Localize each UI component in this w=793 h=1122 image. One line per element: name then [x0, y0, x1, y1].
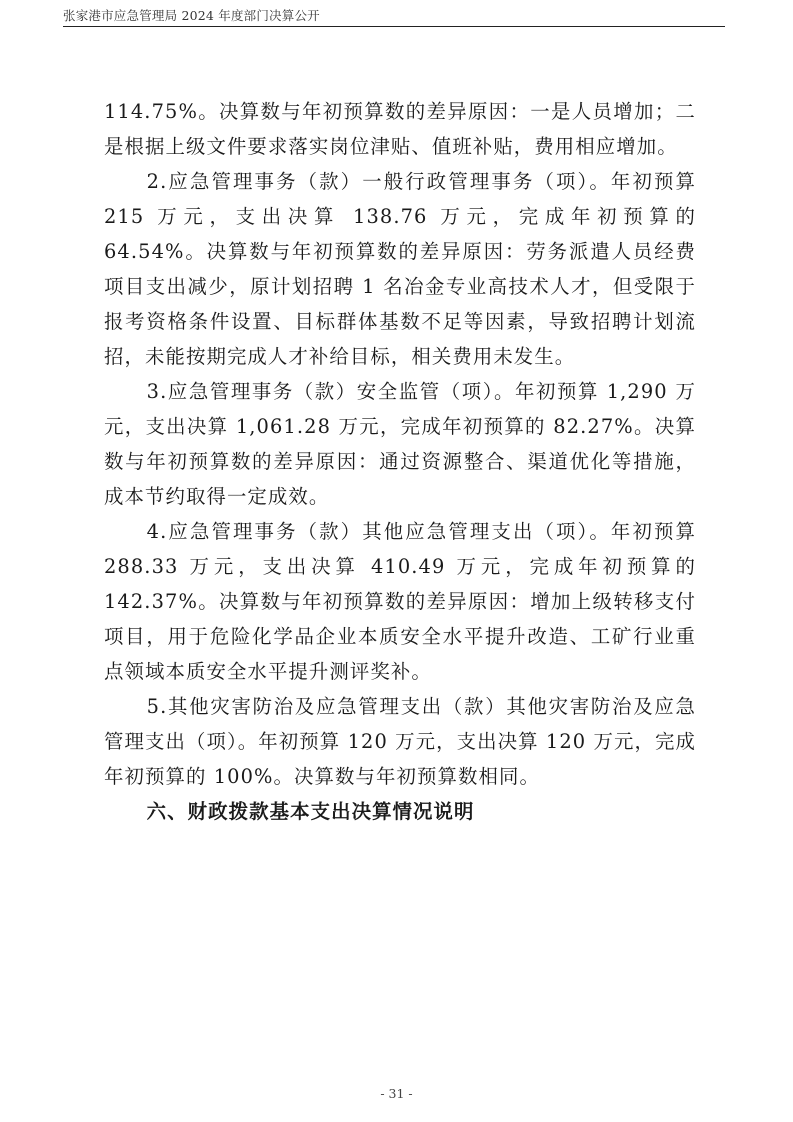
paragraph-item-5: 5.其他灾害防治及应急管理支出（款）其他灾害防治及应急管理支出（项）。年初预算 120 万元，支出决算 120 万元，完成年初预算的 100%。决算数与年初预算数相同。 [104, 695, 696, 788]
section-heading: 六、财政拨款基本支出决算情况说明 [146, 800, 475, 823]
page-header: 张家港市应急管理局 2024 年度部门决算公开 [63, 8, 320, 23]
header-divider [63, 26, 725, 27]
page-number: - 31 - [380, 1086, 413, 1101]
document-body [104, 94, 696, 829]
paragraph-item-2: 2.应急管理事务（款）一般行政管理事务（项）。年初预算 215 万元，支出决算 138.76 万元，完成年初预算的 64.54%。决算数与年初预算数的差异原因：劳务派遣人员经费项目支出减少，原计划招聘 1 名冶金专业高技术人才，但受限于报考资格条件设置、目标群体基数不足等因素，导致招聘计划流招，未能按期完成人才补给目标，相关费用未发生。 [104, 170, 696, 368]
paragraph-item-4: 4.应急管理事务（款）其他应急管理支出（项）。年初预算 288.33 万元，支出决算 410.49 万元，完成年初预算的 142.37%。决算数与年初预算数的差异原因：增加上级转移支付项目，用于危险化学品企业本质安全水平提升改造、工矿行业重点领域本质安全水平提升测评奖补。 [104, 520, 696, 683]
paragraph-item-3: 3.应急管理事务（款）安全监管（项）。年初预算 1,290 万元，支出决算 1,061.28 万元，完成年初预算的 82.27%。决算数与年初预算数的差异原因：通过资源整合、渠道优化等措施，成本节约取得一定成效。 [104, 380, 696, 508]
paragraph-continuation: 114.75%。决算数与年初预算数的差异原因：一是人员增加；二是根据上级文件要求落实岗位津贴、值班补贴，费用相应增加。 [104, 100, 696, 158]
